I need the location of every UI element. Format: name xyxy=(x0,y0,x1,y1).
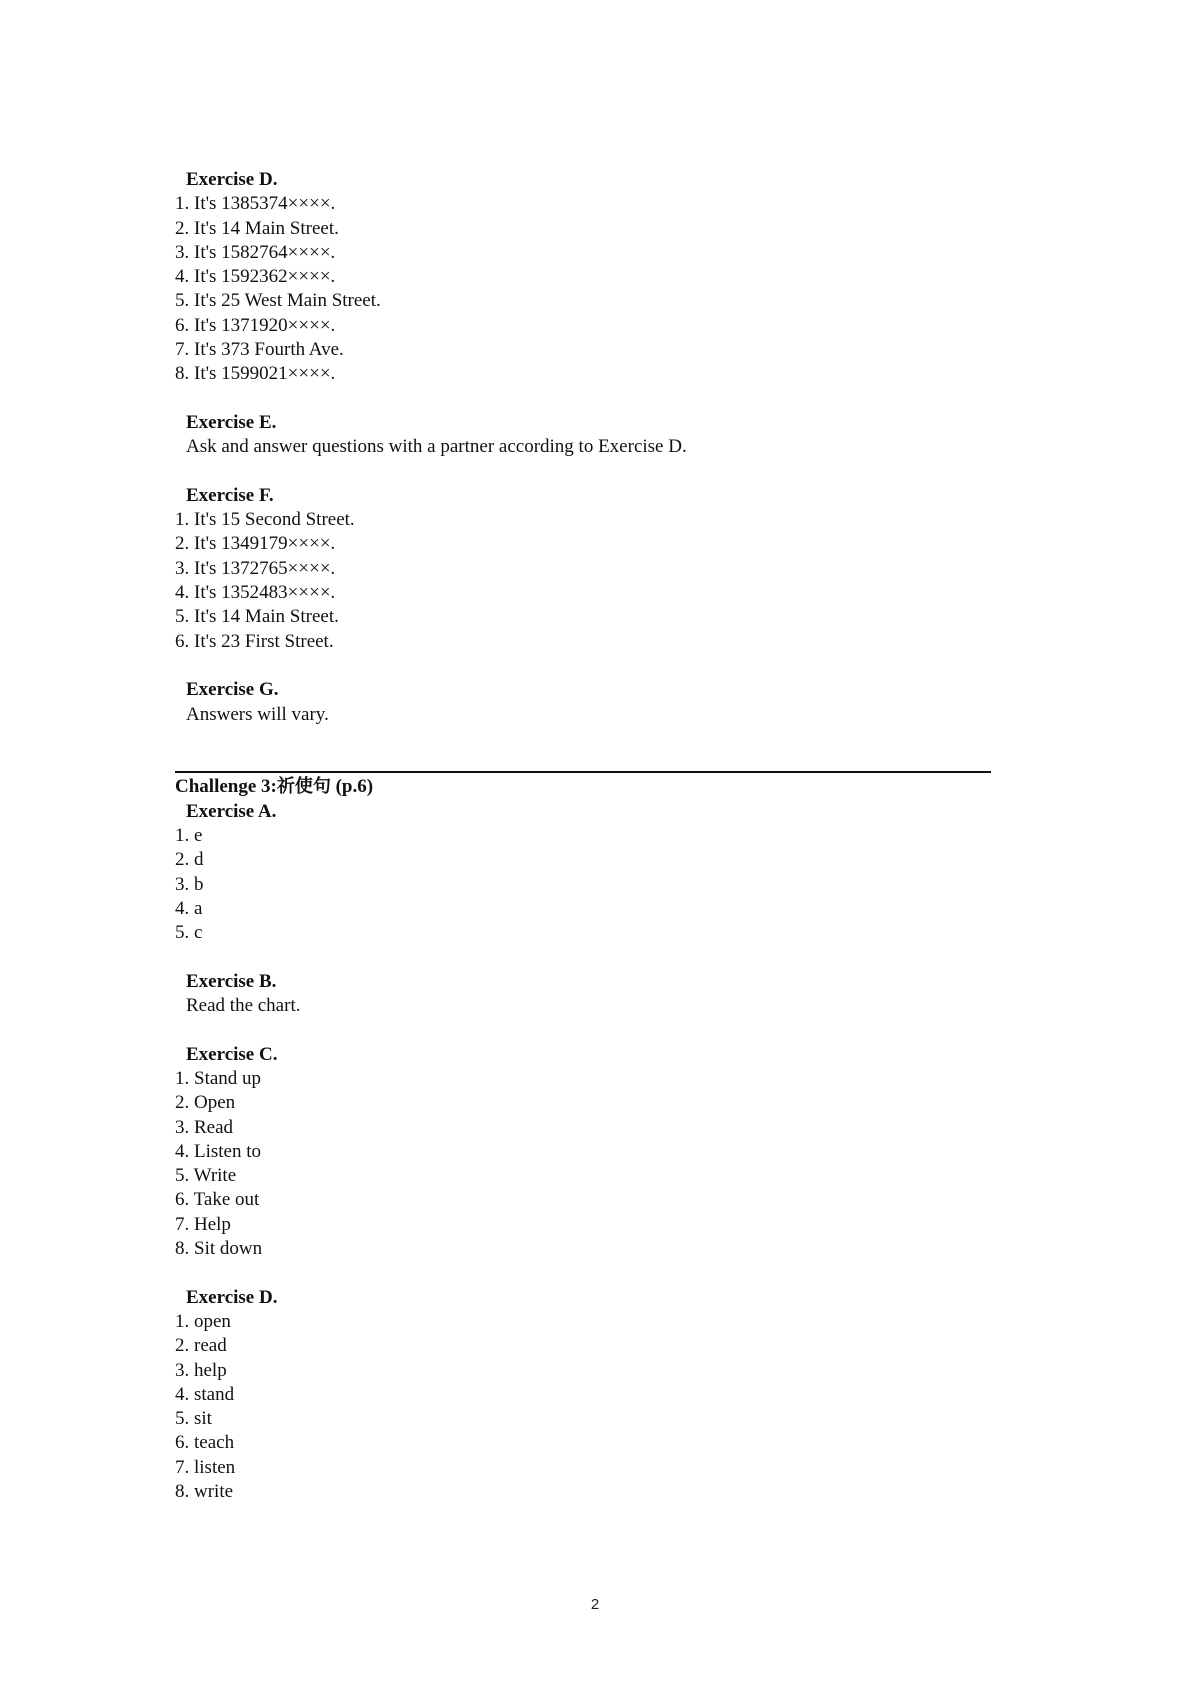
answer-item: 2. It's 1349179××××. xyxy=(175,533,336,555)
exercise-e-heading: Exercise E. xyxy=(186,411,277,433)
answer-item: 4. stand xyxy=(175,1383,235,1405)
answer-item: 8. It's 1599021××××. xyxy=(175,363,336,385)
answer-item: 1. e xyxy=(175,825,203,847)
exercise-g-note: Answers will vary. xyxy=(186,703,329,725)
answer-item: 1. open xyxy=(175,1310,231,1332)
answer-item: 2. It's 14 Main Street. xyxy=(175,217,339,239)
answer-item: 3. It's 1372765××××. xyxy=(175,557,336,579)
answer-item: 3. b xyxy=(175,873,204,895)
answer-item: 8. Sit down xyxy=(175,1238,263,1260)
exercise-g-heading: Exercise G. xyxy=(186,679,279,701)
exercise-d-answers xyxy=(175,192,995,386)
challenge-3-title-suffix: (p.6) xyxy=(330,776,374,798)
spacer xyxy=(175,727,995,751)
c3-exercise-d-answers xyxy=(175,1310,995,1504)
section-divider xyxy=(175,771,991,773)
answer-item: 2. read xyxy=(175,1335,227,1357)
answer-item: 7. listen xyxy=(175,1456,236,1478)
answer-item: 7. It's 373 Fourth Ave. xyxy=(175,339,344,361)
answer-key-page xyxy=(175,168,995,1504)
answer-item: 5. It's 25 West Main Street. xyxy=(175,290,381,312)
answer-item: 2. Open xyxy=(175,1092,236,1114)
spacer xyxy=(175,946,995,970)
c3-exercise-b-note: Read the chart. xyxy=(186,995,301,1017)
exercise-d-heading: Exercise D. xyxy=(186,169,278,190)
challenge-3-title xyxy=(175,775,995,799)
answer-item: 4. It's 1592362××××. xyxy=(175,266,336,288)
c3-exercise-a-answers xyxy=(175,824,995,945)
answer-item: 3. help xyxy=(175,1359,227,1381)
answer-item: 6. It's 23 First Street. xyxy=(175,630,334,652)
c3-exercise-c-heading: Exercise C. xyxy=(186,1043,278,1065)
answer-item: 2. d xyxy=(175,849,204,871)
challenge-3-title-prefix: Challenge 3: xyxy=(175,776,277,798)
answer-item: 5. sit xyxy=(175,1408,212,1430)
answer-item: 4. Listen to xyxy=(175,1140,262,1162)
answer-item: 1. It's 15 Second Street. xyxy=(175,509,355,531)
spacer xyxy=(175,1261,995,1285)
answer-item: 4. It's 1352483××××. xyxy=(175,582,336,604)
spacer xyxy=(175,654,995,678)
answer-item: 6. It's 1371920××××. xyxy=(175,314,336,336)
challenge-3-title-cjk: 祈使句 xyxy=(276,776,331,798)
answer-item: 5. Write xyxy=(175,1165,237,1187)
page-number: 2 xyxy=(590,1596,600,1613)
c3-exercise-c-answers xyxy=(175,1067,995,1261)
answer-item: 1. It's 1385374××××. xyxy=(175,193,336,215)
spacer xyxy=(175,460,995,484)
exercise-f-answers xyxy=(175,508,995,654)
answer-item: 5. c xyxy=(175,922,203,944)
answer-item: 3. It's 1582764××××. xyxy=(175,241,336,263)
answer-item: 5. It's 14 Main Street. xyxy=(175,606,339,628)
answer-item: 8. write xyxy=(175,1481,234,1503)
answer-item: 1. Stand up xyxy=(175,1067,262,1089)
answer-item: 6. Take out xyxy=(175,1189,260,1211)
answer-item: 7. Help xyxy=(175,1213,231,1235)
spacer xyxy=(175,387,995,411)
exercise-e-note: Ask and answer questions with a partner according to Exercise D. xyxy=(186,436,687,458)
answer-item: 4. a xyxy=(175,897,203,919)
c3-exercise-a-heading: Exercise A. xyxy=(186,800,277,822)
c3-exercise-b-heading: Exercise B. xyxy=(186,970,277,992)
c3-exercise-d-heading: Exercise D. xyxy=(186,1286,278,1308)
answer-item: 6. teach xyxy=(175,1432,235,1454)
exercise-f-heading: Exercise F. xyxy=(186,484,274,506)
answer-item: 3. Read xyxy=(175,1116,234,1138)
spacer xyxy=(175,1018,995,1042)
